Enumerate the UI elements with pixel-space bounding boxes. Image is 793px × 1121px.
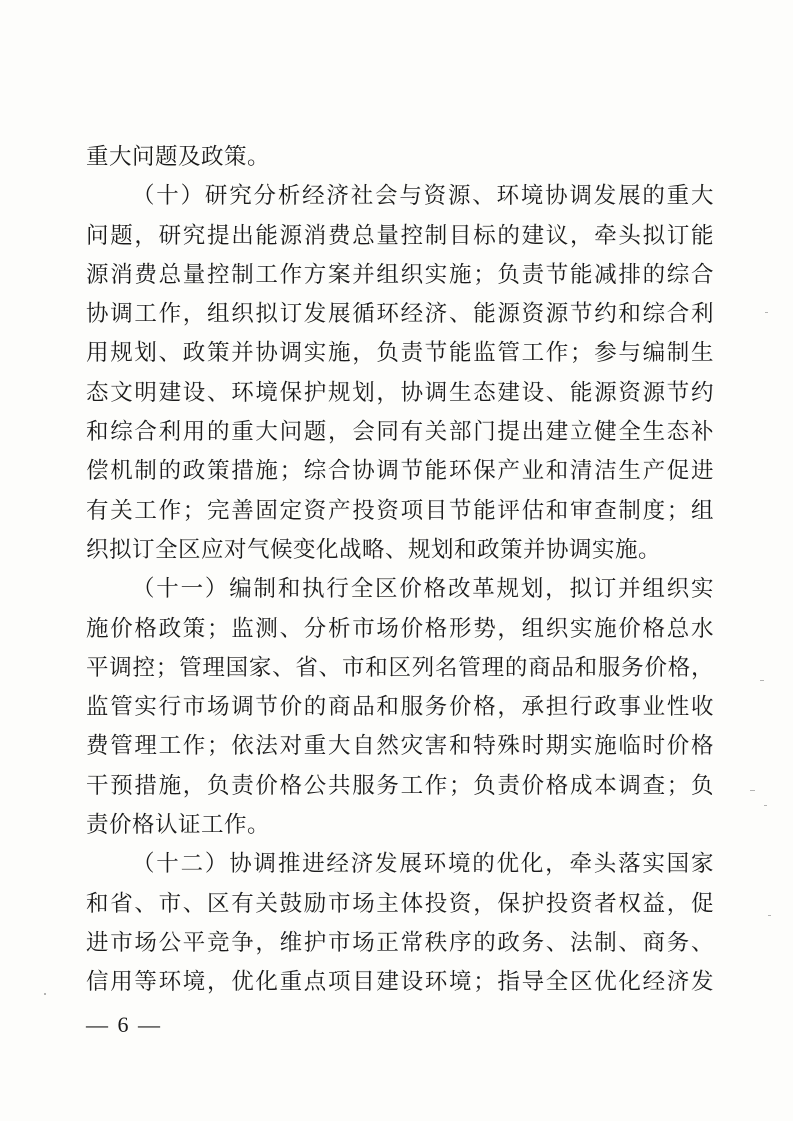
text-line: 重大问题及政策。 [86,144,271,170]
scan-speck [44,993,46,995]
scan-speck [764,805,767,806]
text-line: 和省、市、区有关鼓励市场主体投资，保护投资者权益，促 [86,890,714,917]
body-text [86,138,714,1003]
text-line: 用规划、政策并协调实施，负责节能监管工作；参与编制生 [86,340,714,367]
scan-speck [750,790,755,791]
text-line: 信用等环境，优化重点项目建设环境；指导全区优化经济发 [86,969,714,996]
text-line: 干预措施，负责价格公共服务工作；负责价格成本调查；负 [86,772,714,799]
text-line: 协调工作，组织拟订发展循环经济、能源资源节约和综合利 [86,301,714,328]
scan-speck [765,312,768,313]
text-line: 态文明建设、环境保护规划，协调生态建设、能源资源节约 [86,379,714,406]
text-line: 问题，研究提出能源消费总量控制目标的建议，牵头拟订能 [86,222,714,249]
text-line: （十）研究分析经济社会与资源、环境协调发展的重大 [132,183,714,210]
scan-speck [760,680,764,681]
scan-speck [768,915,771,916]
text-line: 织拟订全区应对气候变化战略、规划和政策并协调实施。 [86,536,662,563]
text-line: 偿机制的政策措施；综合协调节能环保产业和清洁生产促进 [86,458,714,485]
page-number: — 6 — [86,1012,162,1037]
text-line: 源消费总量控制工作方案并组织实施；负责节能减排的综合 [86,261,714,288]
text-line: （十二）协调推进经济发展环境的优化，牵头落实国家 [132,851,714,878]
text-line: 和综合利用的重大问题，会同有关部门提出建立健全生态补 [86,419,714,446]
text-line: 费管理工作；依法对重大自然灾害和特殊时期实施临时价格 [86,733,714,760]
text-line: 有关工作；完善固定资产投资项目节能评估和审查制度；组 [86,497,714,524]
text-line: 监管实行市场调节价的商品和服务价格，承担行政事业性收 [86,694,714,721]
text-line: 责价格认证工作。 [86,812,271,839]
text-line: 进市场公平竞争，维护市场正常秩序的政务、法制、商务、 [86,929,714,956]
text-line: （十一）编制和执行全区价格改革规划，拟订并组织实 [132,576,714,603]
text-line: 平调控；管理国家、省、市和区列名管理的商品和服务价格， [86,654,714,681]
text-line: 施价格政策；监测、分析市场价格形势，组织实施价格总水 [86,615,714,642]
